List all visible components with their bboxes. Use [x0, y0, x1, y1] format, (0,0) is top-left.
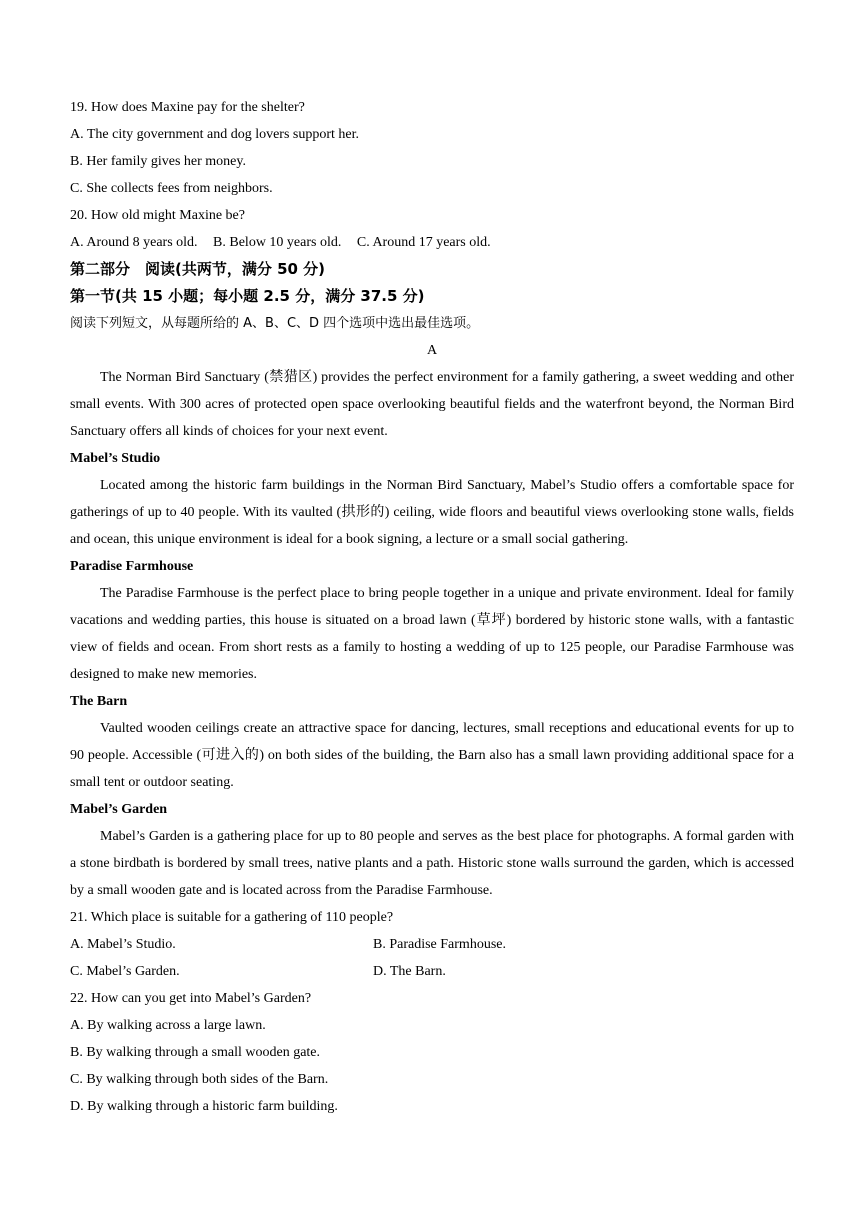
- instructions: 阅读下列短文，从每题所给的 A、B、C、D 四个选项中选出最佳选项。: [70, 316, 480, 331]
- section-1-title: 第一节(共 15 小题；每小题 2.5 分，满分 37.5 分): [70, 287, 425, 305]
- question-20-stem: 20. How old might Maxine be?: [70, 208, 245, 223]
- question-21-stem: 21. Which place is suitable for a gathering of 110 people?: [70, 910, 394, 925]
- passage-intro: The Norman Bird Sanctuary (禁猎区) provides the perfect environment for a family gathering, a sweet wedding and other small events. With 300 acres of protected open space overlooking beautiful fields and the waterfront beyond, the Norman Bird Sanctuary offers all kinds of choices for your next event.: [70, 370, 794, 439]
- question-22-option-c: C. By walking through both sides of the Barn.: [70, 1072, 329, 1087]
- question-21-options-row-1: [70, 931, 794, 958]
- question-21-option-c: C. Mabel’s Garden.: [70, 964, 180, 979]
- question-21-option-d: D. The Barn.: [373, 964, 446, 979]
- question-21-options-row-2: [70, 958, 794, 985]
- question-19-option-a: A. The city government and dog lovers support her.: [70, 127, 360, 142]
- section-title-farmhouse: Paradise Farmhouse: [70, 559, 194, 574]
- section-text-farmhouse: The Paradise Farmhouse is the perfect place to bring people together in a unique and private environment. Ideal for family vacations and wedding parties, this house is situated on a broad lawn (草坪) bordered by historic stone walls, with a fantastic view of fields and ocean. From short rests as a family to hosting a wedding of up to 125 people, our Paradise Farmhouse was designed to make new memories.: [70, 586, 794, 682]
- section-text-studio: Located among the historic farm buildings in the Norman Bird Sanctuary, Mabel’s Studio offers a comfortable space for gatherings of up to 40 people. With its vaulted (拱形的) ceiling, wide floors and beautiful views overlooking stone walls, fields and ocean, this unique environment is ideal for a book signing, a lecture or a small social gathering.: [70, 478, 794, 547]
- question-20-option-b: B. Below 10 years old.: [213, 235, 342, 250]
- question-22-stem: 22. How can you get into Mabel’s Garden?: [70, 991, 312, 1006]
- question-22-option-a: A. By walking across a large lawn.: [70, 1018, 266, 1033]
- question-20-options: [70, 229, 794, 256]
- passage-label: A: [426, 343, 438, 358]
- question-19-option-b: B. Her family gives her money.: [70, 154, 246, 169]
- part-2-title: 第二部分 阅读(共两节，满分 50 分): [70, 260, 326, 278]
- question-20-option-c: C. Around 17 years old.: [356, 235, 491, 250]
- document-page: [70, 94, 794, 1120]
- question-20-option-a: A. Around 8 years old.: [70, 235, 198, 250]
- section-title-garden: Mabel’s Garden: [70, 802, 168, 817]
- question-22-option-d: D. By walking through a historic farm building.: [70, 1099, 338, 1114]
- section-text-garden: Mabel’s Garden is a gathering place for up to 80 people and serves as the best place for photographs. A formal garden with a stone birdbath is bordered by small trees, native plants and a path. Historic stone walls surround the garden, which is accessed by a small wooden gate and is located across from the Paradise Farmhouse.: [70, 829, 794, 898]
- section-title-studio: Mabel’s Studio: [70, 451, 161, 466]
- question-21-option-a: A. Mabel’s Studio.: [70, 937, 176, 952]
- question-21-option-b: B. Paradise Farmhouse.: [373, 937, 506, 952]
- section-title-barn: The Barn: [70, 694, 128, 709]
- section-text-barn: Vaulted wooden ceilings create an attractive space for dancing, lectures, small receptions and educational events for up to 90 people. Accessible (可进入的) on both sides of the building, the Barn also has a small lawn providing additional space for a small tent or outdoor seating.: [70, 721, 794, 790]
- question-19-stem: 19. How does Maxine pay for the shelter?: [70, 100, 305, 115]
- question-19-option-c: C. She collects fees from neighbors.: [70, 181, 273, 196]
- question-22-option-b: B. By walking through a small wooden gate.: [70, 1045, 321, 1060]
